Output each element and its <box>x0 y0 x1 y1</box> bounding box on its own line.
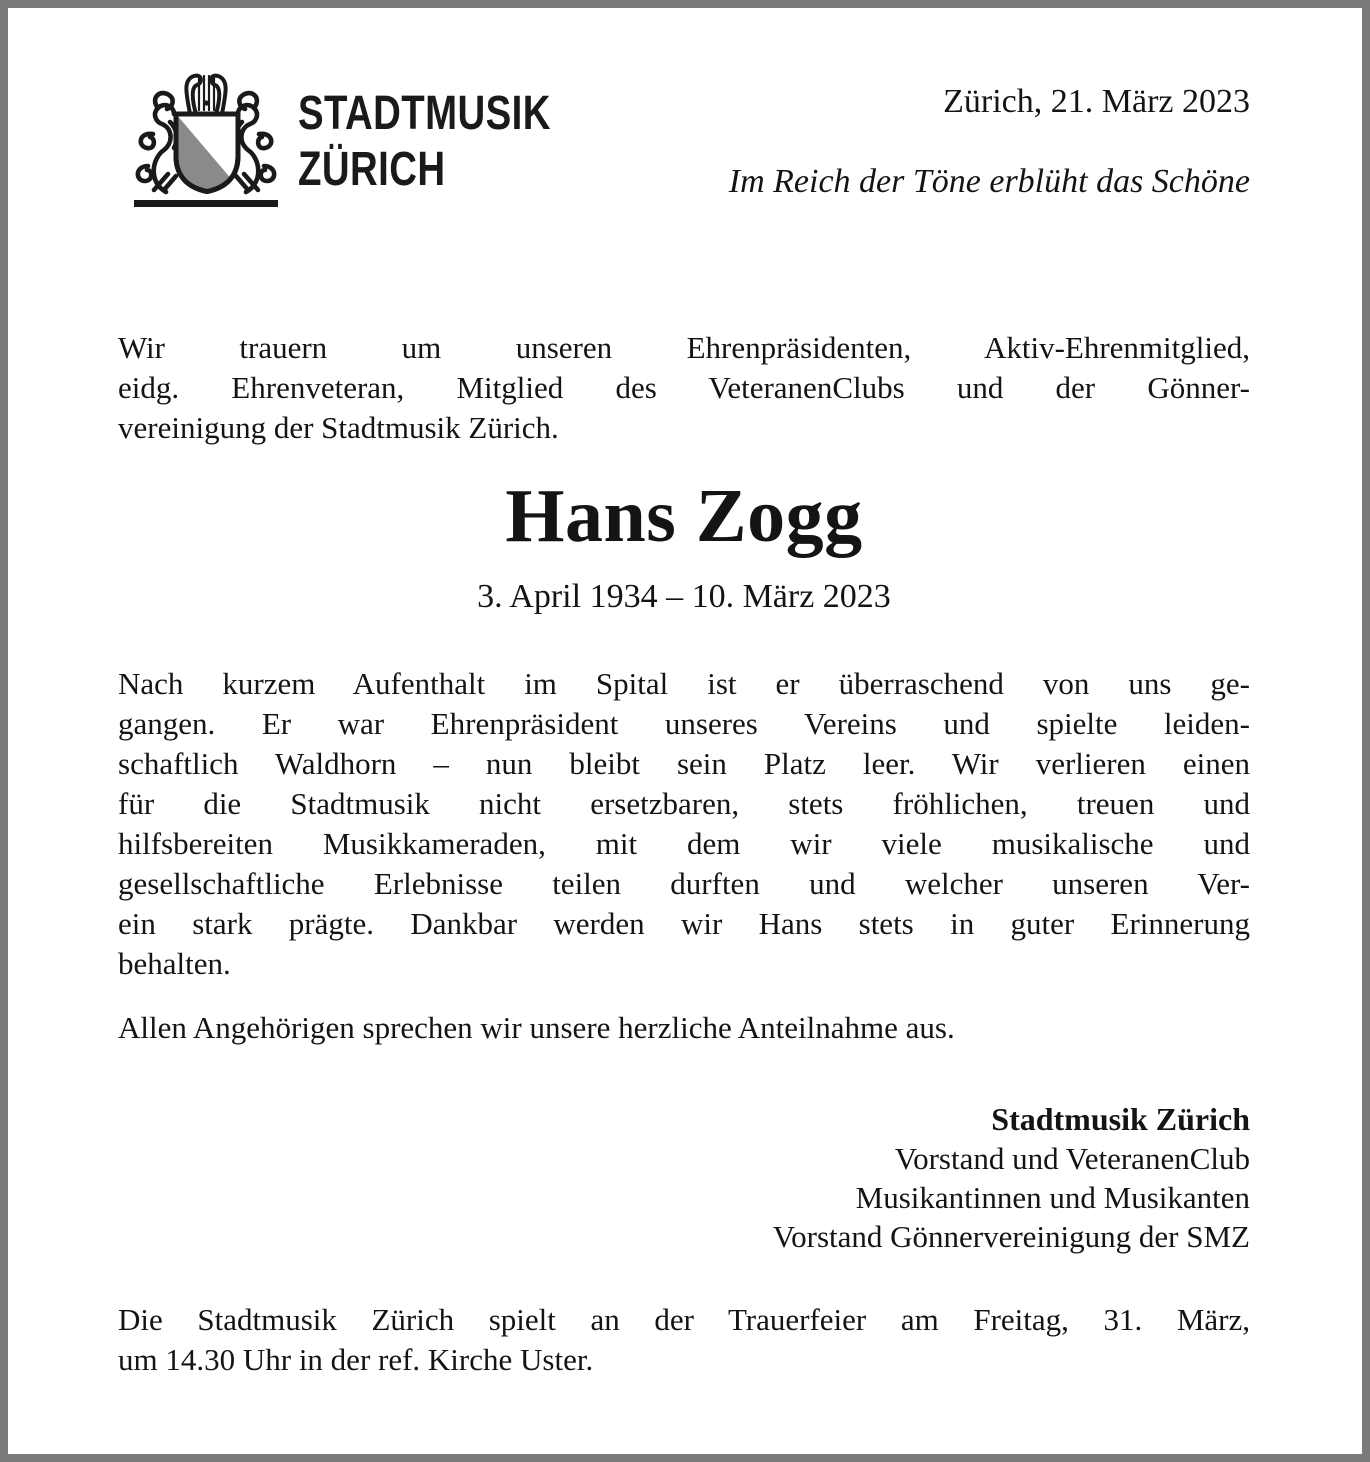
text-line: ein stark prägte. Dankbar werden wir Hans stets in guter Erinnerung <box>118 906 1250 941</box>
text-line: vereinigung der Stadtmusik Zürich. <box>118 410 559 445</box>
signature-line: Vorstand Gönnervereinigung der SMZ <box>772 1219 1250 1254</box>
stadtmusik-crest-icon <box>126 70 286 212</box>
lyre-icon <box>186 76 225 114</box>
text-line: hilfsbereiten Musikkameraden, mit dem wir viele musikalische und <box>118 826 1250 861</box>
signature-line: Vorstand und VeteranenClub <box>894 1141 1250 1176</box>
lion-supporter-right-icon <box>235 93 274 192</box>
signature-block <box>118 1100 1250 1256</box>
body-paragraph <box>118 664 1250 984</box>
text-line: behalten. <box>118 946 231 981</box>
text-line: um 14.30 Uhr in der ref. Kirche Uster. <box>118 1342 594 1377</box>
deceased-name: Hans Zogg <box>505 474 863 558</box>
crest-base-bar <box>134 200 278 207</box>
org-wordmark-line1: STADTMUSIK <box>298 87 551 140</box>
intro-paragraph <box>118 328 1250 448</box>
org-motto: Im Reich der Töne erblüht das Schöne <box>728 163 1250 200</box>
signature-line: Musikantinnen und Musikanten <box>855 1180 1250 1215</box>
text-line: eidg. Ehrenveteran, Mitglied des VeteranenClubs und der Gönner- <box>118 370 1250 405</box>
place-dateline: Zürich, 21. März 2023 <box>943 83 1250 120</box>
text-line: Wir trauern um unseren Ehrenpräsidenten, Aktiv-Ehrenmitglied, <box>118 330 1250 365</box>
text-line: gangen. Er war Ehrenpräsident unseres Vereins und spielte leiden- <box>118 706 1250 741</box>
org-wordmark <box>298 86 551 198</box>
lion-supporter-left-icon <box>138 93 177 192</box>
text-line: gesellschaftliche Erlebnisse teilen durften und welcher unseren Ver- <box>118 866 1250 901</box>
life-dates: 3. April 1934 – 10. März 2023 <box>477 578 891 615</box>
condolence-line: Allen Angehörigen sprechen wir unsere herzliche Anteilnahme aus. <box>118 1010 955 1045</box>
zurich-shield-icon <box>176 114 238 192</box>
text-line: Nach kurzem Aufenthalt im Spital ist er überraschend von uns ge- <box>118 666 1250 701</box>
header-right-block <box>550 82 1250 202</box>
text-line: Die Stadtmusik Zürich spielt an der Trauerfeier am Freitag, 31. März, <box>118 1302 1250 1337</box>
text-line: schaftlich Waldhorn – nun bleibt sein Platz leer. Wir verlieren einen <box>118 746 1250 781</box>
funeral-info-paragraph <box>118 1300 1250 1380</box>
signature-org: Stadtmusik Zürich <box>991 1101 1250 1137</box>
org-wordmark-line2: ZÜRICH <box>298 143 446 196</box>
text-line: für die Stadtmusik nicht ersetzbaren, stets fröhlichen, treuen und <box>118 786 1250 821</box>
